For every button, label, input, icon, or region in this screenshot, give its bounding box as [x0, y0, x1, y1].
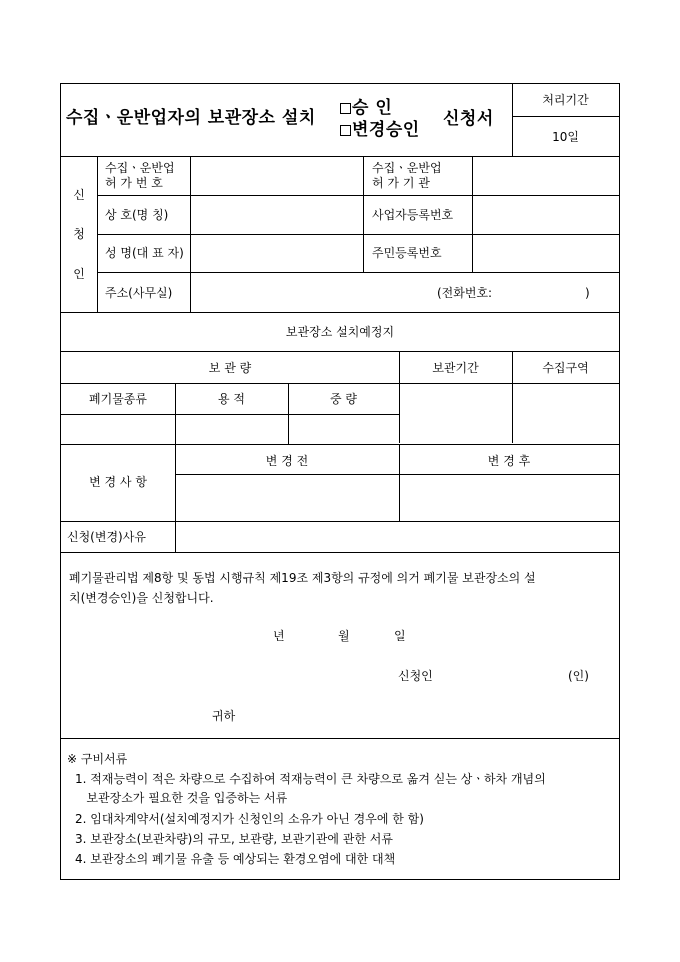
option-approval-label: 승 인: [352, 98, 393, 118]
rule: [363, 156, 364, 273]
rule: [61, 521, 619, 522]
phone-close: ): [585, 286, 590, 300]
date-month: 월: [338, 629, 350, 643]
rule: [97, 272, 619, 273]
rule: [61, 552, 619, 553]
applicant-signature-label: 신청인: [398, 669, 433, 683]
form-title: 수집ㆍ운반업자의 보관장소 설치: [66, 108, 316, 128]
business-name-label: 상 호(명 칭): [105, 208, 169, 222]
approval-checkbox[interactable]: [340, 103, 351, 114]
rule: [61, 738, 619, 739]
option-approval: [340, 98, 392, 118]
rule: [61, 156, 619, 157]
required-documents-heading: ※ 구비서류: [67, 752, 128, 766]
rule: [61, 414, 399, 415]
business-registration-label: 사업자등록번호: [372, 208, 454, 222]
rule: [512, 116, 619, 117]
applicant-side-label-1: 신: [73, 188, 85, 202]
storage-period-label: 보관기간: [432, 361, 479, 375]
representative-name-label: 성 명(대 표 자): [105, 246, 184, 260]
rule: [472, 156, 473, 273]
rule: [61, 444, 619, 445]
license-number-label-2: 허 가 번 호: [105, 176, 163, 190]
rule: [61, 351, 619, 352]
required-document-item: 3. 보관장소(보관차량)의 규모, 보관량, 보관기관에 관한 서류: [75, 832, 393, 846]
required-document-item: 1. 적재능력이 적은 차량으로 수집하여 적재능력이 큰 차량으로 옮겨 싣는 상ㆍ하차 개념의: [75, 772, 546, 786]
license-number-label-1: 수집ㆍ운반업: [105, 161, 175, 175]
rule: [190, 156, 191, 312]
volume-label: 용 적: [218, 392, 245, 406]
after-change-label: 변 경 후: [487, 454, 531, 468]
option-change-label: 변경승인: [352, 120, 420, 140]
date-day: 일: [394, 629, 406, 643]
rule: [61, 312, 619, 313]
waste-type-label: 폐기물종류: [89, 392, 147, 406]
license-authority-label-1: 수집ㆍ운반업: [372, 161, 442, 175]
change-approval-checkbox[interactable]: [340, 125, 351, 136]
storage-amount-label: 보 관 량: [208, 361, 252, 375]
collection-area-label: 수집구역: [542, 361, 589, 375]
applicant-side-label-2: 청: [73, 227, 85, 241]
application-form: [60, 83, 620, 880]
applicant-side-label-3: 인: [73, 267, 85, 281]
change-items-label: 변 경 사 항: [89, 475, 147, 489]
application-reason-label: 신청(변경)사유: [67, 530, 146, 544]
storage-site-label: 보관장소 설치예정지: [285, 325, 395, 339]
weight-label: 중 량: [330, 392, 357, 406]
required-document-item: 4. 보관장소의 폐기물 유출 등 예상되는 환경오염에 대한 대책: [75, 852, 396, 866]
processing-period-value: 10일: [552, 130, 579, 144]
rule: [97, 234, 619, 235]
required-document-item: 보관장소가 필요한 것을 입증하는 서류: [75, 791, 288, 805]
before-change-label: 변 경 전: [265, 454, 309, 468]
rule: [175, 474, 619, 475]
date-year: 년: [273, 629, 285, 643]
addressee-label: 귀하: [212, 709, 236, 723]
rule: [97, 156, 98, 312]
seal-label: (인): [568, 669, 589, 683]
resident-registration-label: 주민등록번호: [372, 246, 442, 260]
processing-period-label: 처리기간: [542, 93, 589, 107]
phone-label: (전화번호:: [437, 286, 493, 300]
declaration-line-2: 치(변경승인)을 신청합니다.: [69, 591, 214, 605]
declaration-line-1: 폐기물관리법 제8항 및 동법 시행규칙 제19조 제3항의 규정에 의거 폐기물 보관장소의 설: [69, 571, 536, 585]
form-title-suffix: 신청서: [443, 109, 494, 129]
license-authority-label-2: 허 가 기 관: [372, 176, 430, 190]
rule: [97, 195, 619, 196]
option-change: [340, 120, 420, 140]
required-document-item: 2. 임대차계약서(설치예정지가 신청인의 소유가 아닌 경우에 한 함): [75, 812, 424, 826]
address-label: 주소(사무실): [105, 286, 173, 300]
rule: [61, 383, 619, 384]
